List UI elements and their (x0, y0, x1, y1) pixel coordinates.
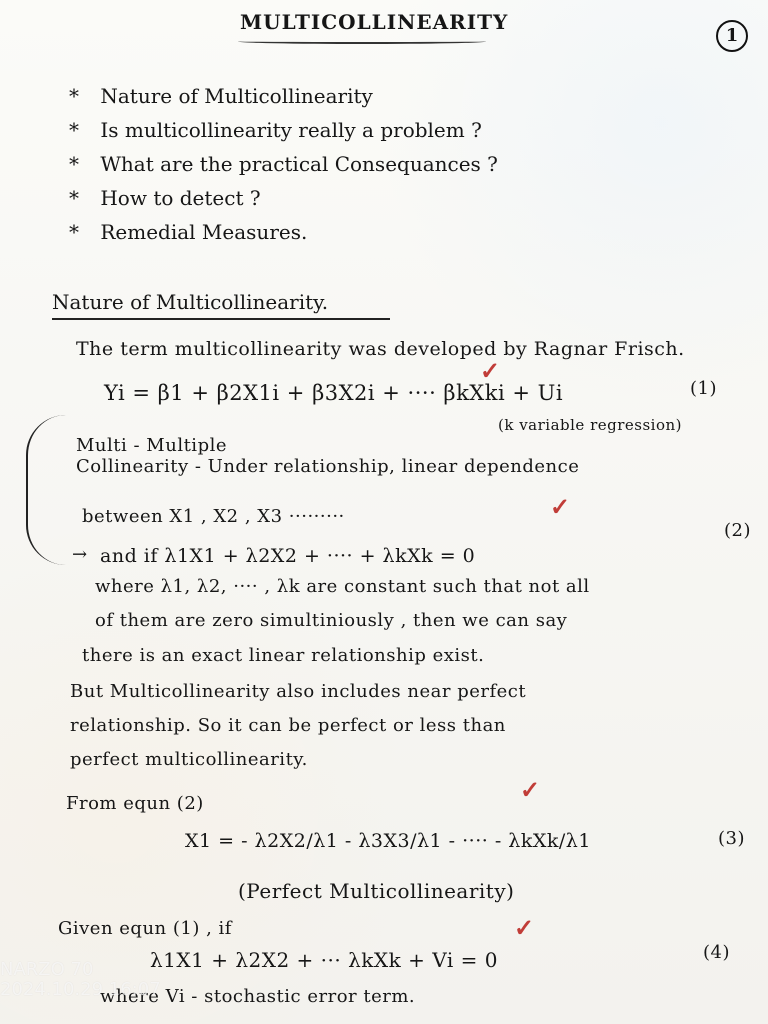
watermark-line-2: 2024.10.29 16:07 (0, 979, 161, 1000)
bullet-icon: * (69, 152, 79, 176)
page-title: MULTICOLLINEARITY (240, 10, 509, 34)
zero-line: of them are zero simultiniously , then we can say (95, 610, 568, 631)
from-equation-line: From equn (2) (66, 793, 204, 814)
equation-2-tag: (2) (724, 520, 751, 541)
equation-4: λ1X1 + λ2X2 + ··· λkXk + Vi = 0 (150, 948, 498, 972)
where-line: where λ1, λ2, ···· , λk are constant such that not all (95, 576, 590, 597)
section-title: Nature of Multicollinearity. (52, 290, 329, 314)
checkmark-icon: ✓ (480, 356, 501, 385)
bullet-icon: * (69, 84, 79, 108)
equation-3-tag: (3) (718, 828, 745, 849)
bullet-icon: * (69, 186, 79, 210)
bullet-icon: * (69, 220, 79, 244)
perfect-note: (Perfect Multicollinearity) (238, 879, 515, 903)
outline-item (54, 220, 307, 244)
section-underline (52, 318, 390, 320)
near-perfect-line: But Multicollinearity also includes near perfect (70, 681, 527, 702)
equation-1-note: (k variable regression) (498, 416, 683, 434)
outline-text: What are the practical Consequances ? (100, 152, 498, 176)
multi-definition: Multi - Multiple (76, 435, 227, 456)
outline-item (54, 118, 482, 142)
camera-watermark (0, 960, 161, 1000)
perfect-multicollinearity-line: perfect multicollinearity. (70, 749, 308, 770)
arrow-right-icon: → (72, 544, 88, 565)
outline-text: How to detect ? (100, 186, 261, 210)
equation-1-tag: (1) (690, 378, 717, 399)
equation-2: and if λ1X1 + λ2X2 + ···· + λkXk = 0 (100, 545, 476, 567)
outline-item (54, 152, 498, 176)
exact-relationship-line: there is an exact linear relationship exist. (82, 645, 485, 666)
error-term-line: where Vi - stochastic error term. (100, 986, 416, 1007)
outline-item (54, 84, 373, 108)
outline-text: Nature of Multicollinearity (100, 84, 373, 108)
equation-1: Yi = β1 + β2X1i + β3X2i + ···· βkXki + Ui (104, 381, 564, 405)
outline-item (54, 186, 261, 210)
equation-4-tag: (4) (703, 942, 730, 963)
perfect-or-less-line: relationship. So it can be perfect or less than (70, 715, 506, 736)
checkmark-icon: ✓ (520, 775, 541, 804)
equation-3: X1 = - λ2X2/λ1 - λ3X3/λ1 - ···· - λkXk/λ1 (185, 830, 591, 852)
content-line: The term multicollinearity was developed by Ragnar Frisch. (76, 338, 685, 360)
checkmark-icon: ✓ (550, 492, 571, 521)
checkmark-icon: ✓ (514, 913, 535, 942)
outline-text: Is multicollinearity really a problem ? (100, 118, 482, 142)
outline-text: Remedial Measures. (100, 220, 308, 244)
title-underline (238, 39, 486, 44)
collinearity-definition: Collinearity - Under relationship, linear dependence (76, 456, 580, 477)
given-equation-line: Given equn (1) , if (58, 918, 232, 939)
between-line: between X1 , X2 , X3 ········· (82, 506, 345, 527)
watermark-line-1: NARZO 70 (0, 959, 94, 980)
page-number-badge: 1 (716, 20, 748, 52)
bullet-icon: * (69, 118, 79, 142)
